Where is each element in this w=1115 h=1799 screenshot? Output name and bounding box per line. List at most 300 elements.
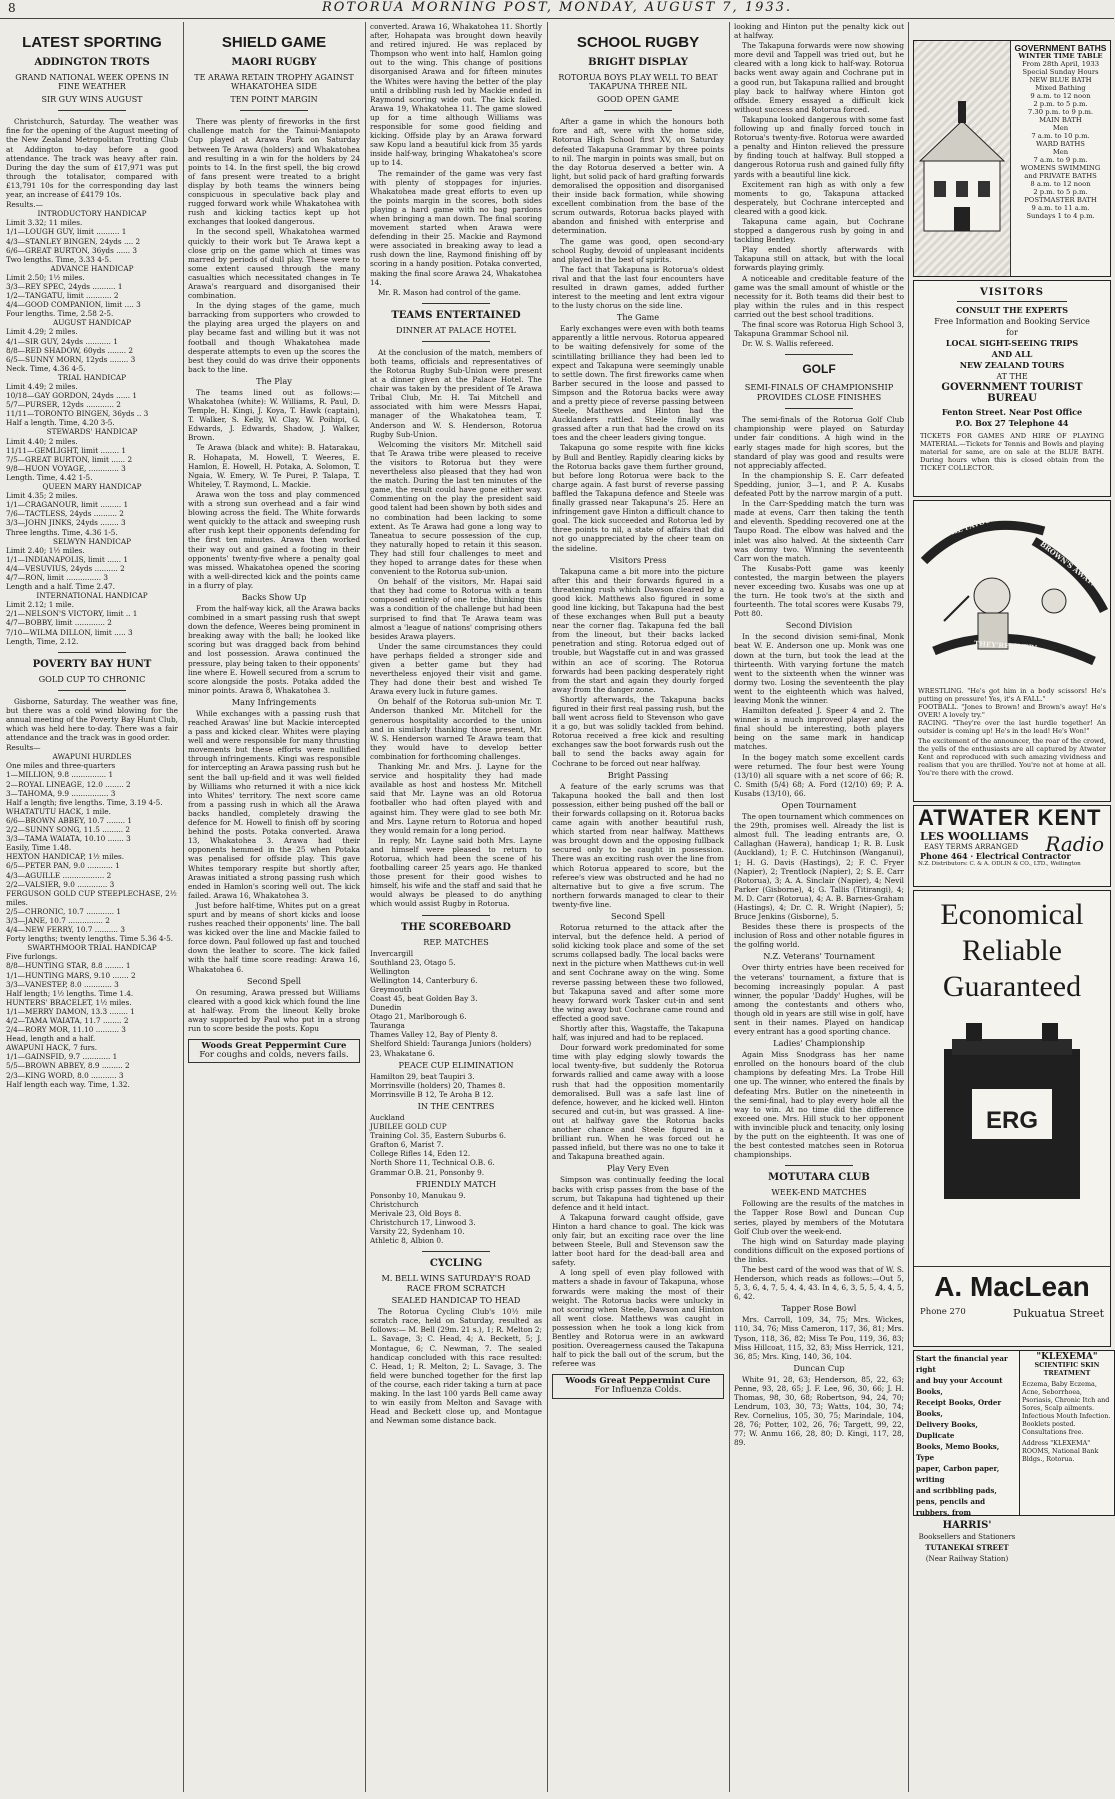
bath-hours-line: 9 a.m. to 12 noon — [1030, 92, 1091, 100]
ad-text: RACING. "They're over the last hurdle together! An outsider is coming up! He's in the lead! He's Won!" — [918, 719, 1106, 735]
ad-text: GOVERNMENT TOURIST — [941, 382, 1083, 393]
ad-headline: Economical — [940, 898, 1084, 931]
result-line: Four lengths. Time, 2.58 2-5. — [6, 309, 114, 319]
result-line: Three lengths. Time, 4.36 1-5. — [6, 527, 118, 537]
result-line: Limit 4.40; 2 miles. — [6, 436, 78, 446]
section-head: Bright Passing — [607, 769, 669, 780]
article-paragraph: In the bogey match some excellent cards were returned. The four best were Young (13/10) all square with a net score of 66; R. C. Smith (5/4) 68; A. Ford (12/10) 69; P. A. Kusabs (13/10), 66. — [734, 752, 904, 798]
ad-subtitle: SCIENTIFIC SKIN TREATMENT — [1034, 1361, 1100, 1377]
article-paragraph: The game was good, open second-ary school Rugby, devoid of unpleasant incidents and played in the best of spirits. — [552, 236, 724, 264]
article-paragraph: The final score was Rotorua High School 3, Takapuna Grammar School nil. — [734, 320, 904, 339]
article-paragraph: Just before half-time, Whites put on a great spurt and by means of short kicks and loose rushes reached their opponents' line. The ball was kicked over the line and Mackie failed to force down. Paul followed up fast and touched down the leather to score. The kick failed with the half time score reading: Arawa 16, Whakatohea 6. — [188, 900, 360, 974]
cartoon-radio-illustration — [913, 500, 1111, 802]
subhead: GOLD CUP TO CHRONIC — [38, 673, 146, 684]
article-paragraph: After a game in which the honours both fore and aft, were with the home side, Rotorua High School first XV, on Saturday defeated Takapuna Grammar by three points to nil. The margin in points was small, but on the day Rotorua deserved a better win. A light, but solid pack of hard grafting forwards demoralised the opposition and disorganised their inside back formation, while showing excellent combination from the base of the scrum outwards, Rotorua backs played with abandon and finished with enterprise and determination. — [552, 117, 724, 236]
score-line: Invercargill — [370, 948, 414, 958]
result-line: 1/1—HUNTING MARS, 9.10 ....... 2 — [6, 970, 136, 980]
cartoon-banner: LES'S THE FAVOURITE — [920, 509, 1011, 546]
bath-hours-line: Mixed Bathing — [1035, 84, 1086, 92]
result-line: AUGUST HANDICAP — [52, 318, 132, 328]
bath-hours-line: 7 a.m. to 10 p.m. — [1031, 132, 1090, 140]
ad-text: Books, Memo Books, Type — [916, 1442, 1000, 1462]
article-paragraph: looking and Hinton put the penalty kick out at halfway. — [734, 22, 904, 41]
result-line: 3/3—REY SPEC, 24yds .......... 1 — [6, 281, 123, 291]
column-latest-sporting — [6, 22, 178, 1792]
ad-text: Delivery Books, Duplicate — [916, 1420, 978, 1440]
ad-dealer: LES WOOLLIAMS — [920, 830, 1029, 843]
score-line: Grafton 6, Marist 7. — [370, 1140, 444, 1150]
score-line: Greymouth — [370, 984, 412, 994]
article-paragraph: White 91, 28, 63; Henderson, 85, 22, 63; Penne, 93, 28, 65; J. F. Lee, 96, 30, 66; J. H. Thomas, 98, 30, 68; Robertson, 94, 24, 70; Lendrum, 103, 30, 73; Watts, 104, 30, 74; Rev. Cornelius, 105, 30, 75; Marindale, 104, 28, 76; Potter, 102, 26, 76; Targett, 99, 22, 77; W. Anmu 166, 28, 80; D. Kingi, 117, 28, 89. — [734, 1374, 904, 1448]
ad-subtitle: WINTER TIME TABLE — [1018, 52, 1103, 60]
section-head: Backs Show Up — [241, 591, 307, 602]
result-line: 2/3—KING WORD, 8.0 ........... 3 — [6, 1070, 124, 1080]
section-head: Second Spell — [610, 910, 666, 921]
ad-title: Woods Great Peppermint Cure — [565, 1376, 711, 1387]
section-head: Duncan Cup — [793, 1362, 845, 1373]
article-paragraph: Takapuna came again, but Cochrane stopped a dangerous rush by going in and tackling Bentley. — [734, 216, 904, 245]
ad-text: The excitement of the announcer, the roar of the crowd, the yells of the enthusiasts are all captured by Atwater Kent and reproduced with such amazing vividness and realism that you are thrilled. You're not at home at all. You're there with the crowd. — [918, 737, 1106, 777]
ad-text: CONSULT THE EXPERTS — [955, 305, 1069, 315]
section-head: N.Z. Veterans' Tournament — [763, 951, 875, 962]
article-paragraph: On behalf of the visitors, Mr. Hapai said that they had come to Rotorua with a team composed entirely of one tribe, thinking this was a condition of the challenge but had been surprised to find that Te Arawa team was almost a 'league of nations' comprising others besides Arawa players. — [370, 577, 542, 641]
bath-hours-line: 2 p.m. to 5 p.m. — [1033, 188, 1088, 196]
article-paragraph: Early exchanges were even with both teams apparently a little nervous. Rotorua appeared to be waiting defensively for some of the scintillating brilliance they had been led to expect and Takapuna were seemingly unable to settle down. The first fireworks came when Barber secured in the loose and passed to Simpson and the Rotorua backs were away and a pretty piece of reverse passing between Steele, Matthews and Hinton had the Aucklanders rattled. Steele finally was grassed after a run that had the crowd on its toes and the cheer leaders giving tongue. — [552, 324, 724, 443]
subhead: TEN POINT MARGIN — [230, 95, 318, 105]
result-line: Limit 4.29; 2 miles. — [6, 327, 78, 337]
subhead: GRAND NATIONAL WEEK OPENS IN FINE WEATHER — [15, 73, 169, 92]
score-line: Merivale 23, Old Boys 8. — [370, 1208, 462, 1218]
article-paragraph: Besides these there is prospects of the inclusion of Ross and other notable figures in the golfing world. — [734, 922, 904, 950]
score-line: Morrinsville (holders) 20, Thames 8. — [370, 1080, 506, 1090]
section-head: REP. MATCHES — [423, 936, 489, 947]
subhead: M. BELL WINS SATURDAY'S ROAD RACE FROM SCRATCH — [381, 1273, 531, 1294]
article-paragraph: At the conclusion of the match, members of both teams, officials and representatives of the Rotorua Rugby Sub-Union were present at a dinner given at the Palace Hotel. The chair was taken by the president of Te Arawa Tribal Club, Mr. H. Tai Mitchell and associated with him were Messrs Hapai, manager of the Whakatohea team, T. Anderson and W. S. Henderson, Rotorua Rugby Sub-Union. — [370, 347, 542, 439]
article-paragraph: The Takapuna forwards were now showing more devil and Tappell was tried out, but he cleared with a long kick to half-way. Rotorua backs went away again and Cochrane put in a good run, but Takapuna rallied and brought play back to halfway where Hinton got offside. Emery essayed a difficult kick without success and Rotorua forced. — [734, 41, 904, 114]
score-line: Athletic 8, Albion 0. — [370, 1236, 444, 1246]
ad-text: Booksellers and Stationers — [918, 1532, 1016, 1541]
result-line: 1/1—GAINSFID, 9.7 ............ 1 — [6, 1052, 118, 1062]
ad-text: LOCAL SIGHT-SEEING TRIPS — [945, 338, 1079, 348]
article-paragraph: Simpson was continually feeding the local backs with crisp passes from the base of the scrum, but Takapuna had tightened up their defence and it held intact. — [552, 1175, 724, 1212]
result-line: Limit 4.49; 2 miles. — [6, 382, 78, 391]
result-line: 6/5—PETER PAN, 9.0 ........... 1 — [6, 861, 120, 871]
divider — [604, 110, 673, 111]
erg-logo: ERG — [986, 1107, 1039, 1134]
peppermint-cure-ad — [188, 1039, 360, 1063]
atwater-kent-ad — [913, 805, 1111, 887]
column-rule — [547, 22, 548, 1792]
article-paragraph: The open tournament which commences on the 29th, promises well. Already the list is almost full. The leading entrants are, O. Callaghan (Hawera), handicap 1; R. B. Lusk (Auckland), 1; F. C. Hutchinson (Wanganui), 1; H. G. Davis (Hastings), 2; F. C. Fryer (Napier), 2; Trentlock (Napier), 2; S. E. Carr (Rotorua), 3; A. A. Sinclair (Napier), 4; Nevil Parker (Gisborne), 4; G. Tallis (Titirangi), 4; M. D. Carr (Rotorua), 4; A. B. Barnes-Graham (Hastings), 4; Dr. C. R. Wright (Napier), 5; Bruce Jenkins (Gisborne), 5. — [734, 812, 904, 922]
section-head: Ladies' Championship — [773, 1038, 865, 1049]
column-teams-scoreboard — [370, 22, 542, 1792]
ad-text: for — [1006, 328, 1018, 337]
result-line: AWAPUNI HACK, 7 furs. — [6, 1043, 98, 1053]
score-line: Coast 45, beat Golden Bay 3. — [370, 994, 478, 1003]
column-rule — [365, 22, 366, 1792]
result-line: INTRODUCTORY HANDICAP — [37, 209, 147, 219]
peppermint-cure-ad — [552, 1374, 724, 1398]
result-line: 8/8—RED SHADOW, 60yds ........ 2 — [6, 345, 134, 355]
result-line: 4/3—STANLEY BINGEN, 24yds .... 2 — [6, 236, 141, 246]
result-line: 4/4—NEW FERRY, 10.7 .......... 3 — [6, 925, 125, 935]
ad-contact: Phone 270 — [920, 1307, 966, 1317]
result-line: HEXTON HANDICAP, 1½ miles. — [6, 852, 125, 862]
article-paragraph: The remainder of the game was very fast with plenty of stoppages for injuries. Whakatohea made great efforts to even up the points margin in the scores, both sides playing a hard game with no bag pardons when bringing a man down. The final scoring movement started when Arawa were defending in their 25. Mackie and Raymond were associated in breaking away to lead a rush down the line, Raymond finishing off by scoring in a handy position. Potaka converted, making the final score Arawa 24, Whakatohea 14. — [370, 168, 542, 287]
headline-school-rugby: SCHOOL RUGBY — [576, 34, 700, 51]
result-line: 6/6—BROWN ABBEY, 10.7 ........ 1 — [6, 815, 133, 825]
divider — [785, 408, 853, 409]
article-paragraph: The semi-finals of the Rotorua Golf Club championship were played on Saturday under fair conditions. A high wind in the early stages made for high scores, but the standard of play was good and results were not appreciably affected. — [734, 415, 904, 470]
result-line: Two lengths. Time, 3.33 4-5. — [6, 254, 112, 264]
bath-hours-line: NEW BLUE BATH — [1029, 76, 1092, 84]
result-line: 1/1—MERRY DAMON, 13.3 ........ 1 — [6, 1006, 135, 1016]
result-line: Easily, Time 1.48. — [6, 843, 72, 853]
article-paragraph: Takapuna go some respite with fine kicks by Bull and Bentley. Rapidly clearing kicks by the Rotorua backs gave them further ground, but before long Rotorua were back to the charge again. A fast burst of reverse passing baffled the Takapuna defence and Steele was finally grassed near Takapuna's 25. Here an infringement gave Hinton a difficult chance to goal. The kick succeeded and Rotorua led by three points to nil, a state of affairs that did not go unappreciated by the cheer team on the sideline. — [552, 443, 724, 553]
article-paragraph: In the second spell, Whakatohea warmed quickly to their work but Te Arawa kept a close grip on the game which at times was marred by periods of dull play. These were to some extent caused through the many casualties which necessitated changes in Te Arawa's rearguard and disorganised their combination. — [188, 227, 360, 301]
result-line: Limit 2.12; 1 mile. — [6, 600, 74, 610]
article-paragraph: The high wind on Saturday made playing conditions difficult on the exposed portions of the links. — [734, 1236, 904, 1264]
result-line: 2/1—NELSON'S VICTORY, limit .. 1 — [6, 609, 138, 619]
section-head: Play Very Even — [606, 1163, 670, 1174]
article-paragraph: Hamilton defeated J. Speer 4 and 2. The winner is a much improved player and the final should be interesting, both players being on the same mark in handicap matches. — [734, 706, 904, 752]
section-head: Many Infringements — [231, 696, 317, 707]
subhead: SEMI-FINALS OF CHAMPIONSHIP PROVIDES CLOSE FINISHES — [744, 382, 894, 403]
article-paragraph: Following are the results of the matches in the Tapper Rose Bowl and Duncan Cup series, played by members of the Motutara Golf Club over the week-end. — [734, 1199, 904, 1236]
article-paragraph: Mrs. Carroll, 109, 34, 75; Mrs. Wickes, 110, 34, 76; Miss Cameron, 117, 36, 81; Mrs. Tyson, 118, 36, 82; Miss Te Pou, 119, 36, 83; Miss Hillcoat, 115, 32, 83; Miss Herrick, 121, 36, 85; Mrs. King, 140, 36, 104. — [734, 1315, 904, 1361]
score-line: Christchurch 17, Linwood 3. — [370, 1217, 476, 1227]
result-line: Half length; 1½ lengths. Time 1.4. — [6, 988, 134, 998]
ad-brand: Radio — [1045, 832, 1104, 856]
result-line: Limit 2.40; 1½ miles. — [6, 545, 85, 555]
ad-text: and buy your Account Books, — [916, 1376, 1003, 1396]
score-line: Southland 23, Otago 5. — [370, 957, 456, 967]
masthead-title: ROTORUA MORNING POST, MONDAY, AUGUST 7, 1933. — [321, 0, 793, 15]
result-line: Forty lengths; twenty lengths. Time 5.36 4-5. — [6, 934, 174, 944]
result-line: 3/3—TAMA WAIATA, 10.10 ....... 3 — [6, 834, 131, 844]
result-line: Limit 4.35; 2 miles. — [6, 491, 78, 501]
result-line: Results— — [6, 743, 41, 753]
result-line: 4/3—AGUILLE .................. 2 — [6, 870, 112, 880]
article-paragraph: Mr. R. Mason had control of the game. — [378, 287, 521, 297]
government-baths-ad — [913, 40, 1111, 277]
article-paragraph: The teams lined out as follows:— Whakatohea (white): W. Williams, R. Paul, D. Temple, H. Kingi, J. Koya, T. Hawk (captain), T. Walker, S. Kelly, W. Clay, W. Poihipi, G. Edwards, J. Edwards, Shadow, J. Walker, Brown. — [188, 387, 360, 443]
section-head: Second Spell — [246, 975, 302, 986]
subhead: ROTORUA BOYS PLAY WELL TO BEAT TAKAPUNA THREE NIL — [558, 73, 718, 92]
result-line: 7/5—GREAT BURTON, limit ...... 2 — [6, 454, 133, 464]
bath-hours-line: and PRIVATE BATHS — [1024, 172, 1097, 180]
column-golf — [734, 22, 904, 1792]
result-line: SELWYN HANDICAP — [52, 536, 132, 546]
article-paragraph: Play ended shortly afterwards with Takapuna still on attack, but with the local forwards playing grimly. — [734, 245, 904, 273]
result-line: 10/18—GAY GORDON, 24yds ...... 1 — [6, 391, 137, 401]
result-line: 4/2—TAMA WAIATA, 11.7 ........ 2 — [6, 1016, 129, 1025]
result-line: HUNTERS' BRACELET, 1½ miles. — [6, 997, 132, 1007]
result-line: SWARTHMOOR TRIAL HANDICAP — [27, 943, 157, 953]
headline-teams-entertained: TEAMS ENTERTAINED — [391, 309, 521, 321]
result-line: 6/6—GREAT BURTON, 36yds ...... 3 — [6, 245, 138, 255]
result-line: 1/2—TANGATU, limit ........... 2 — [6, 291, 119, 301]
bath-hours-line: 2 p.m. to 5 p.m. — [1033, 100, 1088, 108]
article-paragraph: Takapuna came a bit more into the picture after this and their forwards figured in a threatening rush which Dawson cleared by a good kick. Matthews also figured in some good line kicking, but Takapuna had the best of these exchanges when Bull put a beauty near the corner flag. Takapuna fed the ball from the lineout, but their backs lacked penetration and sting. Rotorua edged out of trouble, but Wagstaffe cut in and was grassed within an ace of scoring. The Rotorua forwards had been packing desperately right from the start and again they dourly forged away from the danger zone. — [552, 566, 724, 694]
result-line: Half length each way. Time, 1.32. — [6, 1079, 130, 1089]
article-paragraph: While exchanges with a passing rush that reached Arawas' line but Mackie intercepted a pass and kicked clear. Whites were playing well and were responsible for many thrusting movements but these efforts were nullified through infringements. Kingi was responsible for intercepting an Arawa passing rush but he sent the ball up-field and it was well fielded by Williams who returned it with a nice kick into Whites' territory. The next score came from a passing rush in which all the Arawa backs handled, completely drawing the defence for M. Howell to finish off by scoring behind the posts. Potaka converted. Arawa 13, Whakatohea 3. Arawa had their opponents hemmed in the 25 when Potaka was penalised for offside play. This gave Whites temporary respite but shortly after, Arawas initiated a strong passing rush which ended in Hamlon's scoring well out. The kick failed. Arawa 16, Whakatohea 3. — [188, 708, 360, 900]
score-list — [370, 1072, 542, 1099]
bath-hours-line: WOMENS SWIMMING — [1020, 164, 1101, 172]
article-paragraph: In the championship S. E. Carr defeated Spedding, junior, 3—1, and P. A. Kusabs defeated Pott by the narrow margin of a putt. — [734, 470, 904, 499]
result-line: FERGUSON GOLD CUP STEEPLECHASE, 2½ miles. — [6, 888, 177, 907]
cartoon-banner: BROWN'S AWAY! — [1038, 539, 1098, 588]
result-line: INTERNATIONAL HANDICAP — [36, 591, 148, 601]
bath-hours-line: Men — [1052, 124, 1069, 132]
headline-golf: GOLF — [802, 362, 836, 377]
ad-text: N.Z. Distributors: C. & A. ODLIN & CO., LTD., Wellington — [918, 861, 1081, 867]
bath-hours-line: Sundays 1 to 4 p.m. — [1026, 212, 1095, 220]
article-paragraph: The best card of the wood was that of W. S. Henderson, which reads as follows:—Out 5, 5, 3, 6, 4, 7, 5, 4, 4, 43. In 4, 6, 3, 5, 5, 4, 4, 5, 6, 42. — [734, 1264, 905, 1302]
article-paragraph: A Takapuna forward caught offside, gave Hinton a hard chance to goal. The kick was only fair, but an exciting race over the line between Steele, Bull and Stevenson saw the latter boot hard for the dead-ball area and safety. — [552, 1212, 724, 1268]
result-line: Limit 3.32; 11 miles. — [6, 218, 83, 228]
column-rule — [908, 22, 909, 1792]
bath-hours-line: WARD BATHS — [1036, 140, 1085, 148]
article-paragraph: Te Arawa (black and white): B. Hatarakau, R. Hohapata, M. Howell, T. Weeres, E. Hamlon, E. Howell, H. Potaka, A. Solomon, T. Ngaia, W. Emery, W. Te Purei, P. Talapa, T. Whiteley, T. Raymond, L. Mackie. — [188, 443, 360, 489]
ad-headline: Reliable — [962, 934, 1062, 967]
score-line: Wellington 14, Canterbury 6. — [370, 975, 478, 985]
article-paragraph: In the Carr-Spedding match the turn was made at evens, Carr then taking the tenth and eleventh. Spedding recovered one at the Taupo Road. The elbow was halved and the inlet was also halved. At the sixteenth Carr was dormy two. Winning the seventeenth Carr won the match. — [734, 499, 904, 563]
harris-stationers-ad — [913, 1350, 1021, 1563]
results-list — [6, 200, 178, 646]
article-paragraph: Dr. W. S. Wallis refereed. — [742, 339, 834, 349]
result-line: 1/1—CRAGANOUR, limit ......... 1 — [6, 500, 129, 510]
article-paragraph: Shortly afterwards, the Takapuna backs figured in their first real passing rush, but the ball went across field to Stevenson who gave it a go, but was solidly tackled from behind. Rotorua received a free kick and resulting exchanges saw the boot forwards rush out the ball to send the backs away again for Cochrane to be forced out near halfway. — [552, 694, 724, 768]
erg-battery-ad — [913, 890, 1111, 1347]
score-line: Varsity 22, Sydenham 10. — [370, 1226, 465, 1236]
result-line: 4/7—BOBBY, limit ............. 2 — [6, 618, 112, 628]
score-line: Ponsonby 10, Manukau 9. — [370, 1190, 466, 1200]
headline-poverty-bay: POVERTY BAY HUNT — [32, 658, 152, 670]
divider — [422, 1251, 491, 1252]
result-line: 3/3—VANESTEP, 8.0 ............ 3 — [6, 979, 119, 989]
score-line: Tauranga — [370, 1021, 405, 1031]
ad-contact: Phone 464 · Electrical Contractor — [920, 851, 1071, 861]
score-line: Otago 21, Marlborough 6. — [370, 1012, 467, 1022]
ad-address: Fenton Street. Near Post Office — [941, 407, 1083, 417]
result-line: 1—MILLION, 9.8 ............... 1 — [6, 770, 114, 780]
result-line: 11/11—TORONTO BINGEN, 36yds .. 3 — [6, 409, 149, 419]
divider — [422, 303, 491, 304]
score-line: Training Col. 35, Eastern Suburbs 6. — [370, 1131, 507, 1141]
ad-text: Receipt Books, Order Books, — [916, 1398, 1002, 1418]
article-paragraph: Over thirty entries have been received for the veterans' tournament, a fixture that is becoming increasingly popular. A past winner, the popular 'Daddy' Hughes, will be among the contestants and others who, though old in years are still wise in golf, have sent in their names. Played on handicap every entrant has a good sporting chance. — [734, 963, 904, 1037]
headline-motutara-club: MOTUTARA CLUB — [768, 1172, 870, 1184]
result-line: 2—ROYAL LINEAGE, 12.0 ........ 2 — [6, 779, 131, 789]
ad-title: VISITORS — [979, 287, 1045, 298]
divider — [240, 110, 309, 111]
section-head: IN THE CENTRES — [417, 1100, 495, 1111]
subhead: SIR GUY WINS AUGUST — [41, 95, 143, 105]
headline-cycling: CYCLING — [429, 1258, 483, 1270]
section-head: The Play — [256, 375, 292, 386]
bath-hours-line: 9 a.m. to 11 a.m. — [1031, 204, 1090, 212]
visitors-bureau-ad — [913, 280, 1111, 497]
article-paragraph: In the dying stages of the game, much barracking from supporters who crowded to the playing area urged the players on and play became fast and willing but it was not football and though Whakatohea made desperate attempts to even up the scores the best they could do was drive their opponents back to the line. — [188, 301, 360, 374]
result-line: Head, length and a half. — [6, 1034, 96, 1044]
ad-title: "KLEXEMA" — [1036, 1352, 1098, 1362]
section-head: Second Division — [785, 620, 853, 631]
ad-text: AT THE — [996, 372, 1028, 381]
ad-address: TUTANEKAI STREET — [925, 1543, 1009, 1552]
ad-text: Free Information and Booking Service — [934, 317, 1090, 326]
article-paragraph: A long spell of even play followed with matters a shade in favour of Takapuna, whose forwards were making the most of their weight. The Rotorua backs were unlucky in not scoring when Steele, Dawson and Hinton all went close. Matthews was caught in possession when he took a long kick from Bentley and Rotorua were in an awkward position. Overeagerness caused the Takapuna half to pick the ball out of the scrum, but the referee was — [552, 1268, 724, 1369]
ad-text: (Near Railway Station) — [925, 1554, 1009, 1563]
divider — [58, 652, 127, 653]
headline-latest-sporting: LATEST SPORTING — [22, 34, 162, 51]
result-line: 3/3—JANE, 10.7 ............... 2 — [6, 915, 110, 925]
ad-title: Woods Great Peppermint Cure — [201, 1041, 347, 1052]
result-line: 4/7—RON, limit ............... 3 — [6, 572, 108, 582]
ad-text: Eczema, Baby Eczema, Acne, Seborrhoea, Psoriasis, Chronic Itch and Sores, Scalp ailments. Infectious Mouth Infection. Booklets posted. Consultations free. — [1022, 1380, 1111, 1436]
result-line: Length, Time, 2.12. — [6, 636, 79, 646]
headline-scoreboard: THE SCOREBOARD — [401, 921, 511, 933]
article-paragraph: converted. Arawa 16, Whakatohea 11. Shortly after, Hohapata was brought down heavily and retired injured. He was replaced by Thompson who went into half, Hamlon going out to the wing. This change of positions disorganised Arawa and for fifteen minutes the Whites were having the better of the play until a dribbling rush led by Mackie ended in Raymond scoring wide out. The kick failed. Arawa 19, Whakatohea 11. The game slowed up for a time although Williams was responsible for some good fielding and kicking. Offside play by an Arawa forward saw Kopu land a beautiful kick from 35 yards inside half-way, bringing Whakatohea's score up to 14. — [370, 22, 542, 168]
ad-text: Special Sunday Hours — [1022, 68, 1099, 76]
ad-dealer: HARRIS' — [942, 1520, 992, 1531]
article-paragraph: A noticeable and creditable feature of the game was the small amount of whistle or the necessity for it. Both teams did their best to play within the rules and in this respect carried out the best school traditions. — [734, 273, 904, 319]
result-line: 4/4—VESUVIUS, 24yds .......... 2 — [6, 563, 125, 573]
article-paragraph: Thanking Mr. and Mrs. J. Layne for the service and hospitality they had made available as host and hostess Mr. Mitchell said that Mr. Layne was an old Rotorua footballer who had often played with and against him. They were glad to see both Mr. and Mrs. Layne return to Rotorua and hoped they would remain for a long period. — [370, 762, 542, 835]
column-school-rugby — [552, 22, 724, 1792]
result-line: 7/6—TACTLESS, 24yds .......... 2 — [6, 509, 124, 519]
result-line: 2/2—VALSIER, 9.0 ............. 3 — [6, 879, 115, 889]
result-line: 3/3—JOHN JINKS, 24yds ........ 3 — [6, 518, 126, 528]
divider — [58, 690, 127, 691]
section-head: PEACE CUP ELIMINATION — [398, 1059, 514, 1070]
result-line: 4/4—GOOD COMPANION, limit .... 3 — [6, 300, 141, 310]
result-line: WHATATUTU HACK, 1 mile. — [6, 806, 111, 816]
bath-hours-line: MAIN BATH — [1039, 116, 1082, 124]
ad-text: FOOTBALL. "Jones to Brown! and Brown's away! He's OVER! A lovely try." — [918, 703, 1106, 719]
result-line: ADVANCE HANDICAP — [50, 263, 134, 273]
ad-text: paper, Carbon paper, writing — [916, 1464, 1000, 1484]
klexema-ad — [1019, 1350, 1115, 1516]
bath-hours-list — [1014, 76, 1107, 220]
section-head: Visitors Press — [609, 554, 667, 565]
result-line: 4/1—SIR GUY, 24yds ........... 1 — [6, 336, 118, 346]
score-line: Wellington — [370, 966, 410, 976]
subhead: GOOD OPEN GAME — [597, 95, 679, 105]
article-paragraph: Dour forward work predominated for some time with play edging slowly towards the local twenty-five, but suddenly the Rotorua forwards rallied and came away with a loose rush that had the opposition momentarily demoralised. Bull was a safe last line of defence, however, and he kicked well. Hinton secured and cut-in, but was grassed. A line-out at halfway gave the Rotorua backs another chance and Steele figured in a brilliant run. When he was forced out he passed infield, but there was no one to take it and Takapuna breathed again. — [552, 1043, 724, 1162]
bath-hours-line: Men — [1052, 148, 1069, 156]
ad-text: TICKETS FOR GAMES AND HIRE OF PLAYING MATERIAL.—Tickets for Tennis and Bowls and playing material for same, are on sale at the BLUE BATH. During hours when this is closed obtain from the TICKET COLLECTOR. — [920, 432, 1104, 472]
headline-maori-rugby: MAORI RUGBY — [231, 57, 317, 68]
ad-text: and scribbling pads, pens, pencils and rubbers, from — [916, 1486, 997, 1517]
divider — [422, 915, 491, 916]
result-line: 1/1—INDIANAPOLIS, limit ...... 1 — [6, 554, 129, 564]
article-paragraph: There was plenty of fireworks in the first challenge match for the Tainui-Maniapoto Cup played at Arawa Park on Saturday between Te Arawa (holders) and Whakatohea and resulting in a win for the holders by 24 points to 14. In the first spell, the big crowd of fans present were treated to a bright display by both teams the winners being conspicuous in speculative back play and rugged forward work while Whakatohea with rush and kicking tactics kept up hot exchanges that looked dangerous. — [188, 117, 360, 227]
ad-headline: Guaranteed — [942, 970, 1082, 1003]
subhead: WEEK-END MATCHES — [771, 1187, 867, 1198]
ad-title: GOVERNMENT BATHS — [1014, 43, 1107, 53]
bath-hours-line: 8 a.m. to 12 noon — [1030, 180, 1091, 188]
results-list — [6, 743, 178, 1089]
result-line: 2/5—CHRONIC, 10.7 ............ 1 — [6, 906, 122, 916]
subhead: SEALED HANDICAP TO HEAD — [391, 1295, 521, 1306]
ad-text: EASY TERMS ARRANGED — [924, 843, 1019, 851]
ad-address: Address "KLEXEMA" ROOMS, National Bank Bldgs., Rotorua. — [1022, 1439, 1099, 1463]
ad-contact: P.O. Box 27 Telephone 44 — [955, 418, 1069, 428]
result-line: QUEEN MARY HANDICAP — [42, 482, 142, 492]
article-paragraph: In the second division semi-final, Monk beat W. E. Anderson one up. Monk was one down at the turn, but took the lead at the thirteenth. With varying fortune the match went to the sixteenth when the winner was dormy two. Losing the seventeenth the play went to the eighteenth which was halved, leaving Monk the winner. — [734, 632, 904, 705]
ad-title: ATWATER KENT — [918, 805, 1102, 830]
result-line: Results.— — [6, 200, 43, 210]
headline-addington: ADDINGTON TROTS — [34, 57, 150, 68]
ad-address: Pukuatua Street — [1012, 1307, 1104, 1320]
masthead — [0, 0, 1114, 19]
result-line: Limit 2.50; 1½ miles. — [6, 272, 85, 282]
subhead: DINNER AT PALACE HOTEL — [396, 324, 516, 335]
article-paragraph: In reply, Mr. Layne said both Mrs. Layne and himself were pleased to return to Rotorua, which had been the scene of his footballing career 25 years ago. He thanked those present for their good wishes to himself, his wife and the staff and said that he would always be pleased to do anything which would assist Rugby in Rotorua. — [370, 835, 542, 909]
result-line: STEWARDS' HANDICAP — [46, 427, 138, 437]
section-head: Open Tournament — [781, 800, 857, 811]
article-paragraph: Takapuna looked dangerous with some fast following up and finally forced touch in Rotorua's twenty-five. Rotorua were awarded a penalty and Hinton relieved the pressure by finding touch at halfway. Bull stopped a dangerous Rotorua rush and gained fully fifty yards with a beautiful line kick. — [734, 114, 904, 179]
ad-text: For Influenza Colds. — [594, 1385, 682, 1396]
article-paragraph: The Kusabs-Pott game was keenly contested, the margin between the players never exceeding two. Kusabs was one up at the turn. He took two's at the sixth and fourteenth. The total scores were Kusabs 79, Pott 80. — [734, 563, 904, 619]
article-paragraph: On resuming, Arawa pressed but Williams cleared with a good kick which found the line at half-way. From the lineout Kelly broke away supported by Paul who put in a strong run to score beside the posts. Kopu — [188, 987, 360, 1033]
column-rule — [183, 22, 184, 1792]
score-line: Morrinsville B 12, Te Aroha B 12. — [370, 1089, 494, 1099]
column-shield-game — [188, 22, 360, 1792]
result-line: 5/7—PURSER, 12yds ............ 2 — [6, 400, 121, 410]
article-paragraph: The fact that Takapuna is Rotorua's oldest rival and that the last four encounters have resulted in drawn games, added further interest to the meeting and lent extra vigour to the lusty chorus on the side line. — [552, 264, 724, 311]
article-paragraph: Christchurch, Saturday. The weather was fine for the opening of the August meeting of the New Zealand Metropolitan Trotting Club at Addington to-day before a good attendance. The track was heavy after rain. During the day the sum of £17,971 was put through the totalisator, compared with £13,791 10s for the corresponding day last year, an increase of £4179 10s. — [6, 117, 178, 200]
result-line: 7/10—WILMA DILLON, limit ..... 3 — [6, 627, 133, 637]
section-head: Tapper Rose Bowl — [781, 1303, 857, 1314]
page-number: 8 — [8, 1, 18, 15]
article-paragraph: On behalf of the Rotorua sub-union Mr. T. Anderson thanked Mr. Mitchell for the generous hospitality accorded to the union and in similarly thanking those present, Mr. W. S. Henderson warned Te Arawa team that they would have to develop better combination for forthcoming challenges. — [370, 697, 542, 761]
score-line: Dunedin — [370, 1003, 402, 1013]
headline-bright-display: BRIGHT DISPLAY — [588, 57, 688, 68]
result-line: 2/2—SUNNY SONG, 11.5 ......... 2 — [6, 825, 131, 835]
result-line: 3—TAHOMA, 9.9 ................ 3 — [6, 788, 116, 798]
result-line: 6/5—SUNNY MORN, 12yds ........ 3 — [6, 354, 136, 364]
article-paragraph: The Rotorua Cycling Club's 10½ mile scratch race, held on Saturday, resulted as follows:— M. Bell (29m. 21 s.), 1; R. Melton 2; L. Savage, 3; C. Head, 4; A. Beckett, 5; J. Montague, 6; C. Newman, 7. The sealed handicap concluded with this race resulted: C. Head, 1; R. Melton, 2; L. Savage, 3. The field were bunched together for the first lap of the course, each rider taking a turn at pace making. In the last 100 yards Bell came away to win easily from Melton and Savage with Head and Beckett close up, and Montague and Newman some distance back. — [370, 1307, 542, 1426]
article-paragraph: Excitement ran high as with only a few moments to go, Takapuna attacked desperately, but Cochrane intercepted and cleared with a good kick. — [734, 179, 904, 216]
score-list — [370, 1113, 542, 1177]
ad-text: WRESTLING. "He's got him in a body scissors! He's putting on pressure! Yes, it's A FALL." — [918, 687, 1106, 703]
article-paragraph: Arawa won the toss and play commenced with a strong sun overhead and a fair wind blowing across the field. The White forwards went quickly to the attack and sweeping rush after rush kept their opponents defending for the first ten minutes. Arawa then worked their way out and gained a footing in their opponents' twenty-five where a penalty goal was missed. Whakatohea opened the scoring with a well-directed kick and the points came in a flurry of play. — [188, 489, 360, 590]
article-paragraph: Welcoming the visitors Mr. Mitchell said that Te Arawa tribe were pleased to receive the visitors to Rotorua but they were nevertheless also pleased that they had won the match. During the last ten minutes of the game, the result could have gone either way. Commenting on the play the president said good talent had been shown by both sides and no combination had been lacking to some extent. As Te Arawa had gone a long way to Taneatua to secure possession of the cup, they naturally hoped to retain it this season. They had still four challenges to meet and they hoped to arrange dates for these when convenient to the Rotorua sub-union. — [370, 439, 542, 577]
score-list — [370, 949, 542, 1058]
score-line: Grammar O.B. 21, Ponsonby 9. — [370, 1167, 485, 1177]
ad-text: AND ALL — [991, 349, 1033, 359]
score-line: JUBILEE GOLD CUP — [370, 1122, 447, 1132]
cartoon-banner: THEY'RE OVER! — [973, 638, 1038, 653]
score-line: North Shore 11, Technical O.B. 6. — [370, 1158, 495, 1168]
result-line: Half a length. Time, 4.20 3-5. — [6, 418, 115, 428]
result-line: One miles and three-quarters — [6, 761, 116, 771]
result-line: Length and a half. Time 2.47. — [6, 582, 115, 592]
score-list — [370, 1191, 542, 1246]
result-line: 1/1—LOUGH GUY, limit .......... 1 — [6, 227, 127, 237]
ad-text: NEW ZEALAND TOURS — [959, 360, 1065, 370]
ad-text: From 28th April, 1933 — [1021, 60, 1100, 68]
bath-hours-line: POSTMASTER BATH — [1024, 196, 1097, 204]
column-rule — [729, 22, 730, 1792]
result-line: 5/5—BROWN ABBEY, 8.9 ......... 2 — [6, 1061, 130, 1071]
score-line: College Rifles 14, Eden 12. — [370, 1149, 471, 1159]
score-line: Hamilton 29, beat Taupiri 3. — [370, 1071, 475, 1081]
ad-text: Start the financial year right — [916, 1354, 1008, 1374]
article-paragraph: Gisborne, Saturday. The weather was fine, but there was a cold wind blowing for the annual meeting of the Poverty Bay Hunt Club, which was held here to-day. There was a fair attendance and the track was in good order. — [6, 696, 178, 743]
